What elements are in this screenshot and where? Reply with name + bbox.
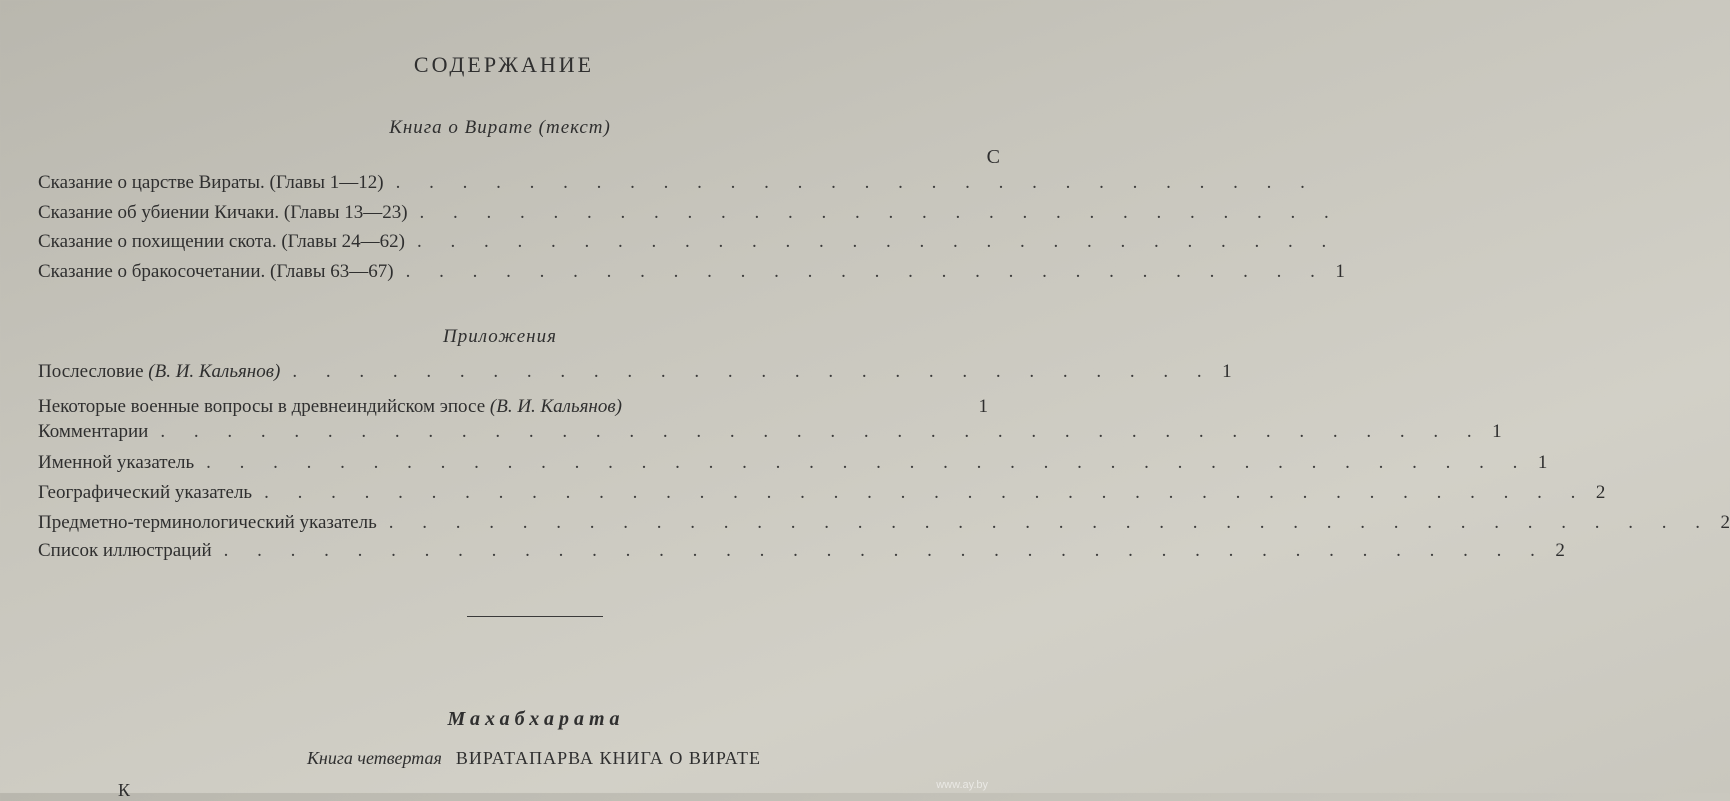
dot-leader: . . . . . . . . . . . . . . . . . . . . . . . . . . . . [292, 361, 1214, 382]
footer-subtitle-italic: Книга четвертая [306, 748, 442, 768]
toc-entry-page: 1 [1537, 452, 1548, 473]
toc-entry-title: Комментарии [38, 421, 149, 442]
footer-title: Махабхарата [447, 708, 625, 730]
toc-entry-title: Послесловие (В. И. Кальянов) [38, 361, 281, 382]
dot-leader: . . . . . . . . . . . . . . . . . . . . . . . . . . . . . . . . . . . . . . . . [388, 512, 1712, 533]
toc-entry-page: 1 [978, 396, 988, 417]
toc-entry [38, 482, 1606, 512]
toc-entry [38, 231, 1339, 261]
toc-entry-title: Сказание о похищении скота. (Главы 24—62) [38, 231, 405, 252]
watermark: www.ay.by [936, 779, 988, 791]
edge-fragment: С [986, 146, 1000, 168]
toc-entry [38, 540, 1565, 570]
dot-leader: . . . . . . . . . . . . . . . . . . . . . . . . . . . . . . . . . . . . . . . . [264, 482, 1588, 503]
section-heading-appendix: Приложения [443, 326, 557, 347]
dot-leader: . . . . . . . . . . . . . . . . . . . . . . . . . . . . [416, 231, 1339, 252]
toc-entry-title: Некоторые военные вопросы в древнеиндийском эпосе (В. И. Кальянов) [38, 396, 622, 417]
toc-entry-title: Сказание о бракосочетании. (Главы 63—67) [38, 261, 394, 282]
footer-subtitle-caps: ВИРАТАПАРВА КНИГА О ВИРАТЕ [455, 748, 762, 768]
dot-leader: . . . . . . . . . . . . . . . . . . . . . . . . . . . . [405, 261, 1327, 282]
dot-leader: . . . . . . . . . . . . . . . . . . . . . . . . . . . . [395, 172, 1317, 193]
toc-entry [38, 202, 1341, 232]
footer-subtitle [34, 748, 1034, 769]
toc-entry [38, 261, 1345, 291]
page-title: СОДЕРЖАНИЕ [413, 52, 595, 77]
toc-entry-title: Именной указатель [38, 452, 195, 473]
toc-entry-page: 2 [1595, 482, 1606, 503]
toc-entry-author: (В. И. Кальянов) [148, 361, 281, 382]
toc-entry-page: 1 [1335, 261, 1345, 282]
toc-entry [38, 361, 1232, 391]
toc-entry-page: 1 [1492, 421, 1502, 442]
section-divider [467, 616, 603, 617]
toc-entry-title: Сказание об убиении Кичаки. (Главы 13—23) [38, 202, 408, 223]
toc-entry-title: Географический указатель [38, 482, 253, 503]
toc-entry-page: 2 [1555, 540, 1565, 561]
toc-entry-page: 2 [1720, 512, 1730, 533]
dot-leader: . . . . . . . . . . . . . . . . . . . . . . . . . . . . . . . . . . . . . . . . [223, 540, 1547, 561]
toc-entry-title: Предметно-терминологический указатель [38, 512, 377, 533]
toc-entry [38, 172, 1317, 202]
toc-entry-title: Сказание о царстве Вираты. (Главы 1—12) [38, 172, 384, 193]
toc-entry-page: 1 [1222, 361, 1232, 382]
dot-leader: . . . . . . . . . . . . . . . . . . . . . . . . . . . . . . . . . . . . . . . . [160, 421, 1484, 442]
toc-entry [38, 421, 1502, 451]
section-heading-book: Книга о Вирате (текст) [389, 117, 611, 138]
toc-entry-author: (В. И. Кальянов) [489, 396, 622, 417]
toc-entry-title: Список иллюстраций [38, 540, 212, 561]
dot-leader: . . . . . . . . . . . . . . . . . . . . . . . . . . . . [419, 202, 1341, 223]
toc-entry [38, 512, 1730, 542]
dot-leader: . . . . . . . . . . . . . . . . . . . . . . . . . . . . . . . . . . . . . . . . [206, 452, 1530, 473]
bottom-fragment: К [118, 780, 131, 800]
toc-entry [38, 452, 1548, 482]
